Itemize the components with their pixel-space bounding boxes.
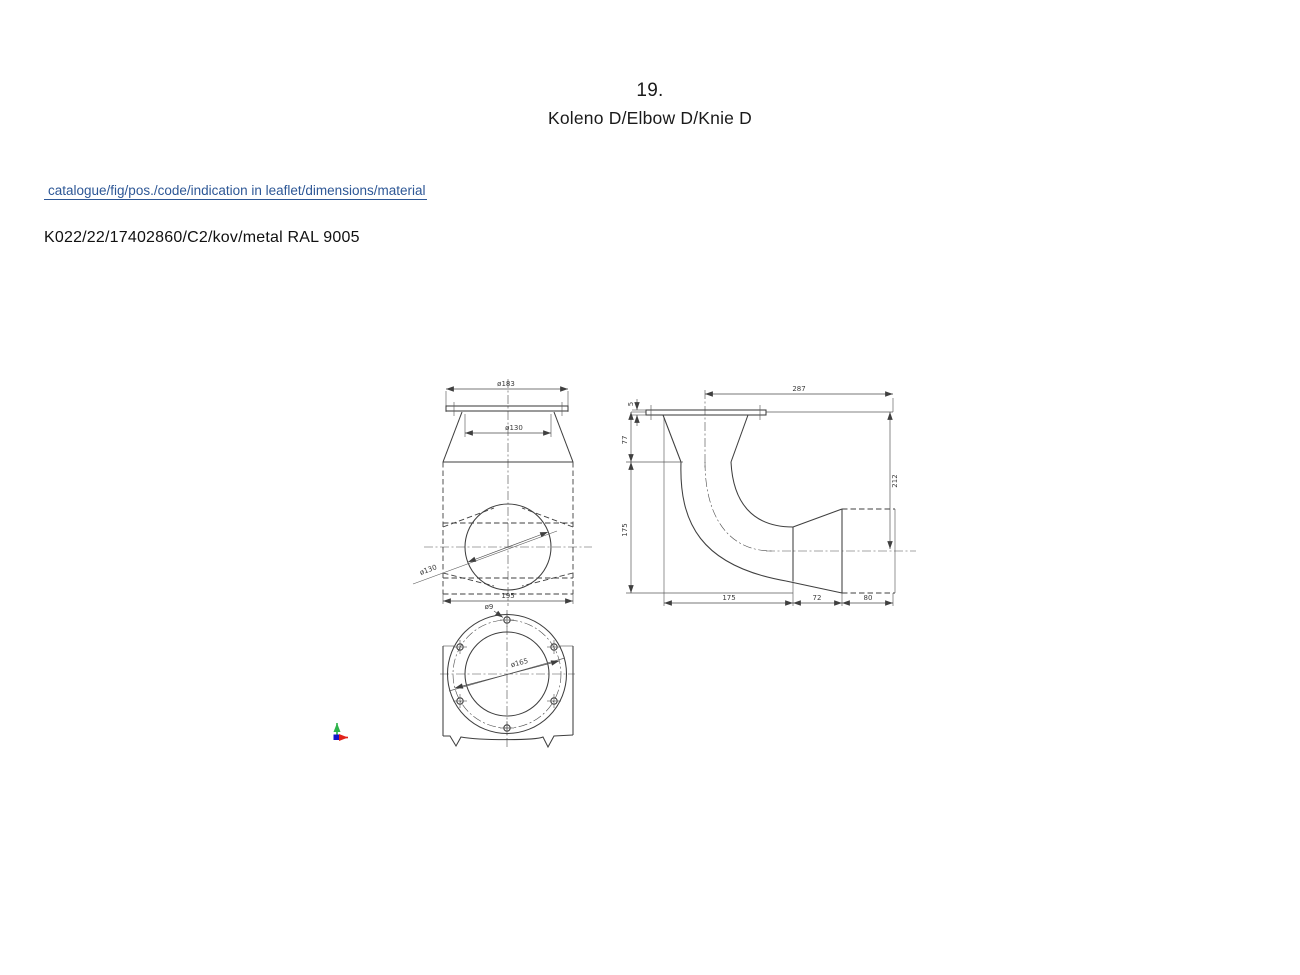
part-code: K022/22/17402860/C2/kov/metal RAL 9005 <box>44 229 360 246</box>
dim-label-outlet-length: 80 <box>863 594 873 602</box>
break-line <box>443 735 573 747</box>
ucs-origin-dot <box>334 735 340 741</box>
dim-label-inlet-height: 77 <box>621 435 629 445</box>
bottom-view-drawing <box>440 603 575 749</box>
page-number-title: 19. <box>636 80 664 101</box>
front-view-drawing <box>413 379 592 606</box>
dim-label-cone-length: 72 <box>812 594 822 602</box>
dim-label-bolt-hole: ø9 <box>484 603 494 611</box>
part-title: Koleno D/Elbow D/Knie D <box>547 108 752 128</box>
dim-label-outlet-id: ø130 <box>418 563 438 577</box>
dim-label-overall-height: 212 <box>891 474 899 488</box>
dim-label-flange-od: ø183 <box>497 380 515 388</box>
dim-label-flange-thickness: 5 <box>627 401 635 407</box>
side-view-drawing <box>621 385 916 606</box>
dim-label-body-drop: 175 <box>621 523 629 537</box>
dim-label-sweep-length: 175 <box>722 594 736 602</box>
dim-label-inlet-id: ø130 <box>505 424 523 432</box>
elbow-inner-curve <box>731 462 793 527</box>
dim-label-bolt-circle: ø165 <box>509 656 530 670</box>
ucs-axes-icon <box>334 723 349 740</box>
dim-label-body-width: 195 <box>501 592 515 600</box>
catalogue-link[interactable]: catalogue/fig/pos./code/indication in leaflet/dimensions/material <box>44 183 427 200</box>
dim-label-overall-width: 287 <box>792 385 806 393</box>
